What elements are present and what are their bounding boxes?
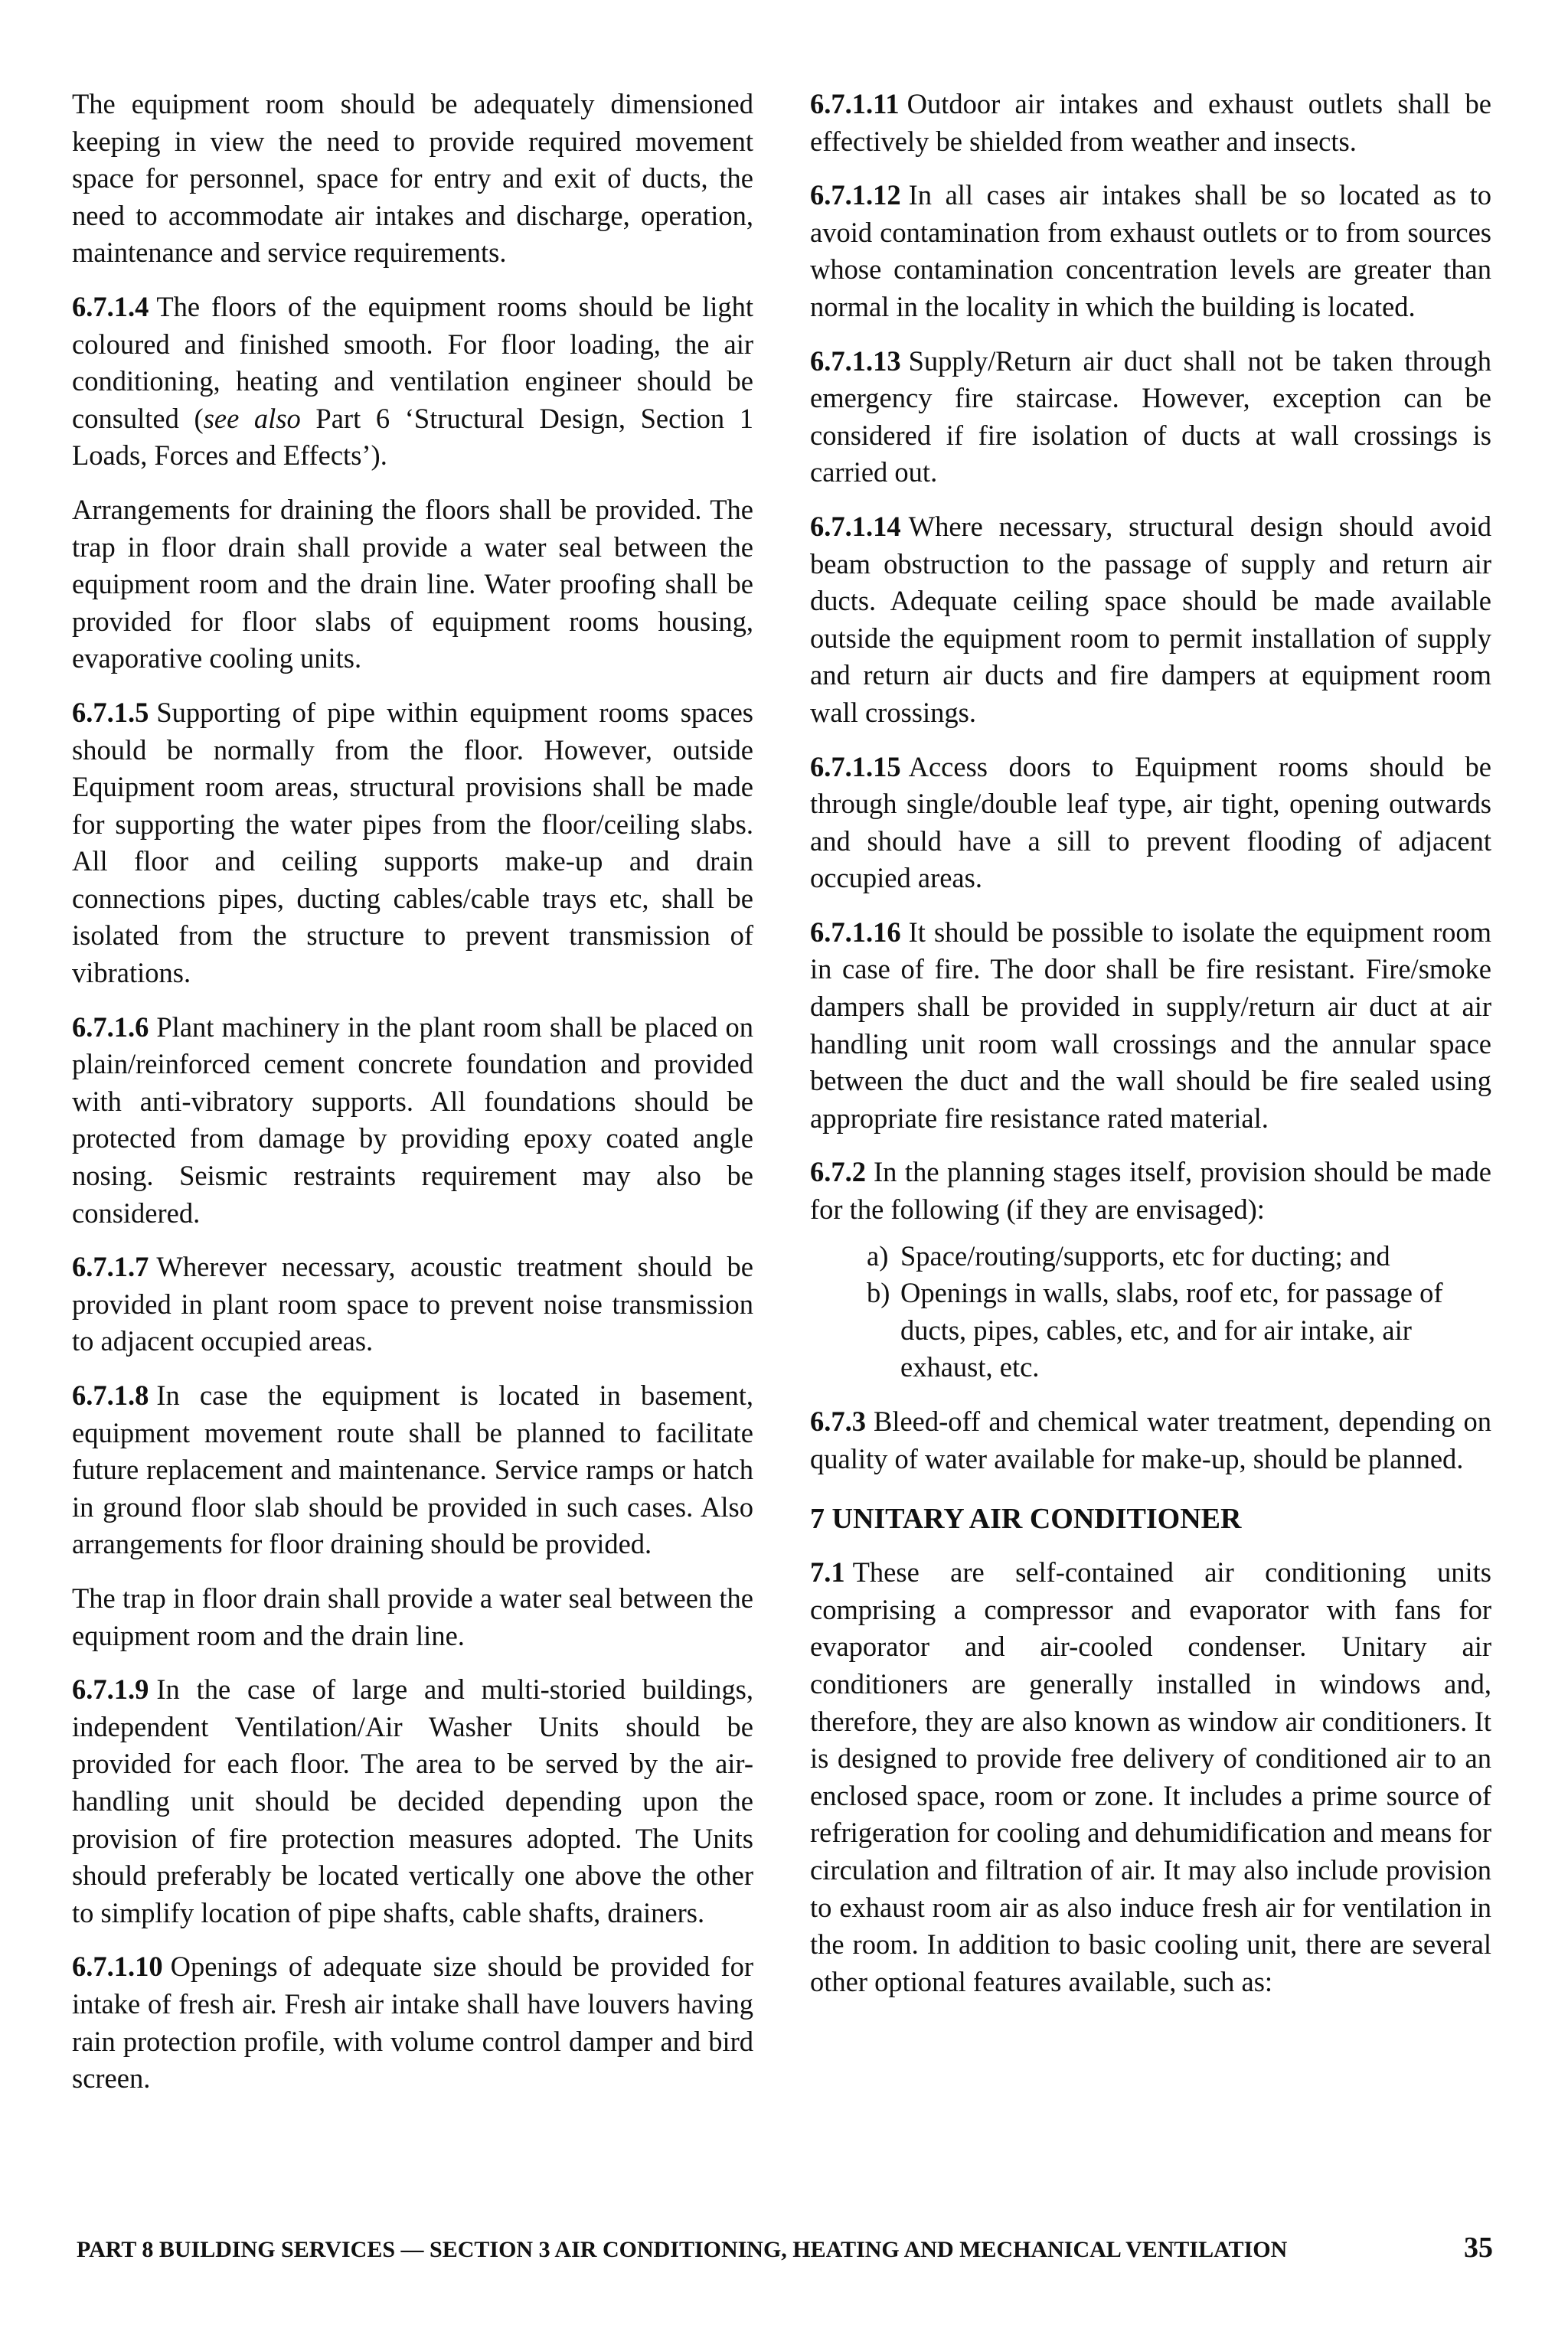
clause-6-7-1-11: [810, 86, 1491, 160]
clause-6-7-1-6: [72, 1009, 753, 1233]
paragraph-text: In the case of large and multi-storied buildings, independent Ventilation/Air Washer Units should be provided for each floor. The area to be served by the air-handling unit should be decided depending upon the provision of fire protection measures adopted. The Units should preferably be located vertically one above the other to simplify location of pipe shafts, cable shafts, drainers.: [72, 1673, 753, 1928]
list-item-text: Space/routing/supports, etc for ducting; and: [900, 1239, 1390, 1272]
paragraph-text: Arrangements for draining the floors shall be provided. The trap in floor drain shall provide a water seal between the equipment room and the drain line. Water proofing shall be provided for floor slabs of equipment rooms housing, evaporative cooling units.: [72, 493, 753, 674]
running-title: PART 8 BUILDING SERVICES — SECTION 3 AIR CONDITIONING, HEATING AND MECHANICAL VENTILATION: [77, 2237, 1288, 2262]
right-column: [810, 86, 1491, 2017]
paragraph-text: The trap in floor drain shall provide a water seal between the equipment room and the drain line.: [72, 1582, 753, 1651]
clause-number: 6.7.1.7: [72, 1251, 149, 1283]
paragraph-text: It should be possible to isolate the equipment room in case of fire. The door shall be fire resistant. Fire/smoke dampers shall be provided in supply/return air duct at air handling unit room wall crossings and the annular space between the duct and the wall should be fire sealed using appropriate fire resistance rated material.: [810, 916, 1491, 1134]
clause-number: 6.7.1.8: [72, 1380, 149, 1411]
list-marker: b): [867, 1277, 890, 1309]
clause-7-1: [810, 1554, 1491, 2000]
clause-6-7-3: [810, 1403, 1491, 1478]
clause-6-7-1-13: [810, 343, 1491, 491]
paragraph-text: Supporting of pipe within equipment rooms spaces should be normally from the floor. However, outside Equipment room areas, structural provisions shall be made for supporting the water pipes from the floor/ceiling slabs. All floor and ceiling supports make-up and drain connections pipes, ducting cables/cable trays etc, shall be isolated from the structure to prevent transmission of vibrations.: [72, 696, 753, 989]
clause-6-7-1-5: [72, 694, 753, 992]
clause-6-7-1-12: [810, 177, 1491, 325]
paragraph-text: Outdoor air intakes and exhaust outlets shall be effectively be shielded from weather and insects.: [810, 88, 1491, 157]
clause-number: 6.7.2: [810, 1156, 866, 1188]
section-heading: 7 UNITARY AIR CONDITIONER: [810, 1503, 1242, 1536]
paragraph-text: These are self-contained air conditioning units comprising a compressor and evaporator with fans for evaporator and air-cooled condenser. Unitary air conditioners are generally installed in windows and, therefore, they are also known as window air conditioners. It is designed to provide free delivery of conditioned air to an enclosed space, room or zone. It includes a prime source of refrigeration for cooling and dehumidification and means for circulation and filtration of air. It may also include provision to exhaust room air as also induce fresh air for ventilation in the room. In addition to basic cooling unit, there are several other optional features available, such as:: [810, 1556, 1491, 1997]
clause-number: 6.7.1.12: [810, 179, 901, 211]
clause-number: 6.7.1.14: [810, 510, 901, 542]
list-item: [810, 1238, 1491, 1275]
clause-6-7-1-16: [810, 914, 1491, 1138]
clause-6-7-1-4: [72, 289, 753, 475]
paragraph-text: Bleed-off and chemical water treatment, depending on quality of water available for make-up, should be planned.: [810, 1406, 1491, 1474]
clause-number: 6.7.1.16: [810, 916, 901, 948]
paragraph-text: Access doors to Equipment rooms should be through single/double leaf type, air tight, opening outwards and should have a sill to prevent flooding of adjacent occupied areas.: [810, 750, 1491, 894]
clause-number: 6.7.1.5: [72, 696, 149, 728]
left-column: [72, 86, 753, 2114]
list-item-text: Openings in walls, slabs, roof etc, for passage of ducts, pipes, cables, etc, and for air intake, air exhaust, etc.: [900, 1277, 1443, 1383]
clause-number: 7.1: [810, 1556, 845, 1589]
clause-6-7-1-7: [72, 1249, 753, 1360]
paragraph-text: In the planning stages itself, provision should be made for the following (if they are envisaged):: [810, 1156, 1491, 1226]
paragraph-equipment-room: [72, 86, 753, 272]
clause-number: 6.7.3: [810, 1406, 866, 1437]
clause-number: 6.7.1.10: [72, 1951, 163, 1983]
clause-number: 6.7.1.11: [810, 88, 900, 119]
italic-reference: see also: [203, 402, 301, 434]
clause-number: 6.7.1.9: [72, 1673, 149, 1706]
clause-number: 6.7.1.4: [72, 290, 149, 322]
clause-6-7-2: [810, 1154, 1491, 1228]
provision-list: [810, 1238, 1491, 1386]
paragraph-text: Where necessary, structural design should avoid beam obstruction to the passage of supply and return air ducts. Adequate ceiling space should be made available outside the equipment room to permit installation of supply and return air ducts and fire dampers at equipment room wall crossings.: [810, 510, 1491, 728]
paragraph-text: In all cases air intakes shall be so located as to avoid contamination from exhaust outlets or to from sources whose contamination concentration levels are greater than normal in the locality in which the building is located.: [810, 179, 1491, 322]
paragraph-text: Wherever necessary, acoustic treatment should be provided in plant room space to prevent noise transmission to adjacent occupied areas.: [72, 1251, 753, 1357]
paragraph-text: Part 6 ‘Structural Design, Section 1 Loads, Forces and Effects’).: [72, 402, 753, 472]
paragraph-text: Openings of adequate size should be provided for intake of fresh air. Fresh air intake shall have louvers having rain protection profile, with volume control damper and bird screen.: [72, 1951, 753, 2095]
clause-6-7-1-15: [810, 749, 1491, 897]
clause-6-7-1-8: [72, 1377, 753, 1563]
clause-number: 6.7.1.15: [810, 750, 901, 782]
paragraph-text: Plant machinery in the plant room shall be placed on plain/reinforced cement concrete foundation and provided with anti-vibratory supports. All foundations should be protected from damage by providing epoxy coated angle nosing. Seismic restraints requirement may also be considered.: [72, 1011, 753, 1229]
paragraph-text: Supply/Return air duct shall not be taken through emergency fire staircase. However, exception can be considered if fire isolation of ducts at wall crossings is carried out.: [810, 344, 1491, 488]
paragraph-text: In case the equipment is located in basement, equipment movement route shall be planned to facilitate future replacement and maintenance. Service ramps or hatch in ground floor slab should be provided in such cases. Also arrangements for floor draining should be provided.: [72, 1380, 753, 1560]
clause-6-7-1-14: [810, 508, 1491, 732]
clause-6-7-1-10: [72, 1948, 753, 2097]
list-item: [810, 1275, 1491, 1386]
page-number: 35: [1464, 2232, 1493, 2264]
paragraph-text: The equipment room should be adequately dimensioned keeping in view the need to provide required movement space for personnel, space for entry and exit of ducts, the need to accommodate air intakes and discharge, operation, maintenance and service requirements.: [72, 88, 753, 269]
paragraph-draining: [72, 491, 753, 678]
paragraph-text: The floors of the equipment rooms should be light coloured and finished smooth. For floor loading, the air conditioning, heating and ventilation engineer should be consulted (: [72, 290, 753, 434]
clause-6-7-1-9: [72, 1671, 753, 1931]
clause-number: 6.7.1.13: [810, 344, 901, 377]
list-marker: a): [867, 1239, 889, 1272]
clause-number: 6.7.1.6: [72, 1011, 149, 1043]
page-footer: [77, 2229, 1494, 2266]
paragraph-trap-water-seal: [72, 1580, 753, 1654]
